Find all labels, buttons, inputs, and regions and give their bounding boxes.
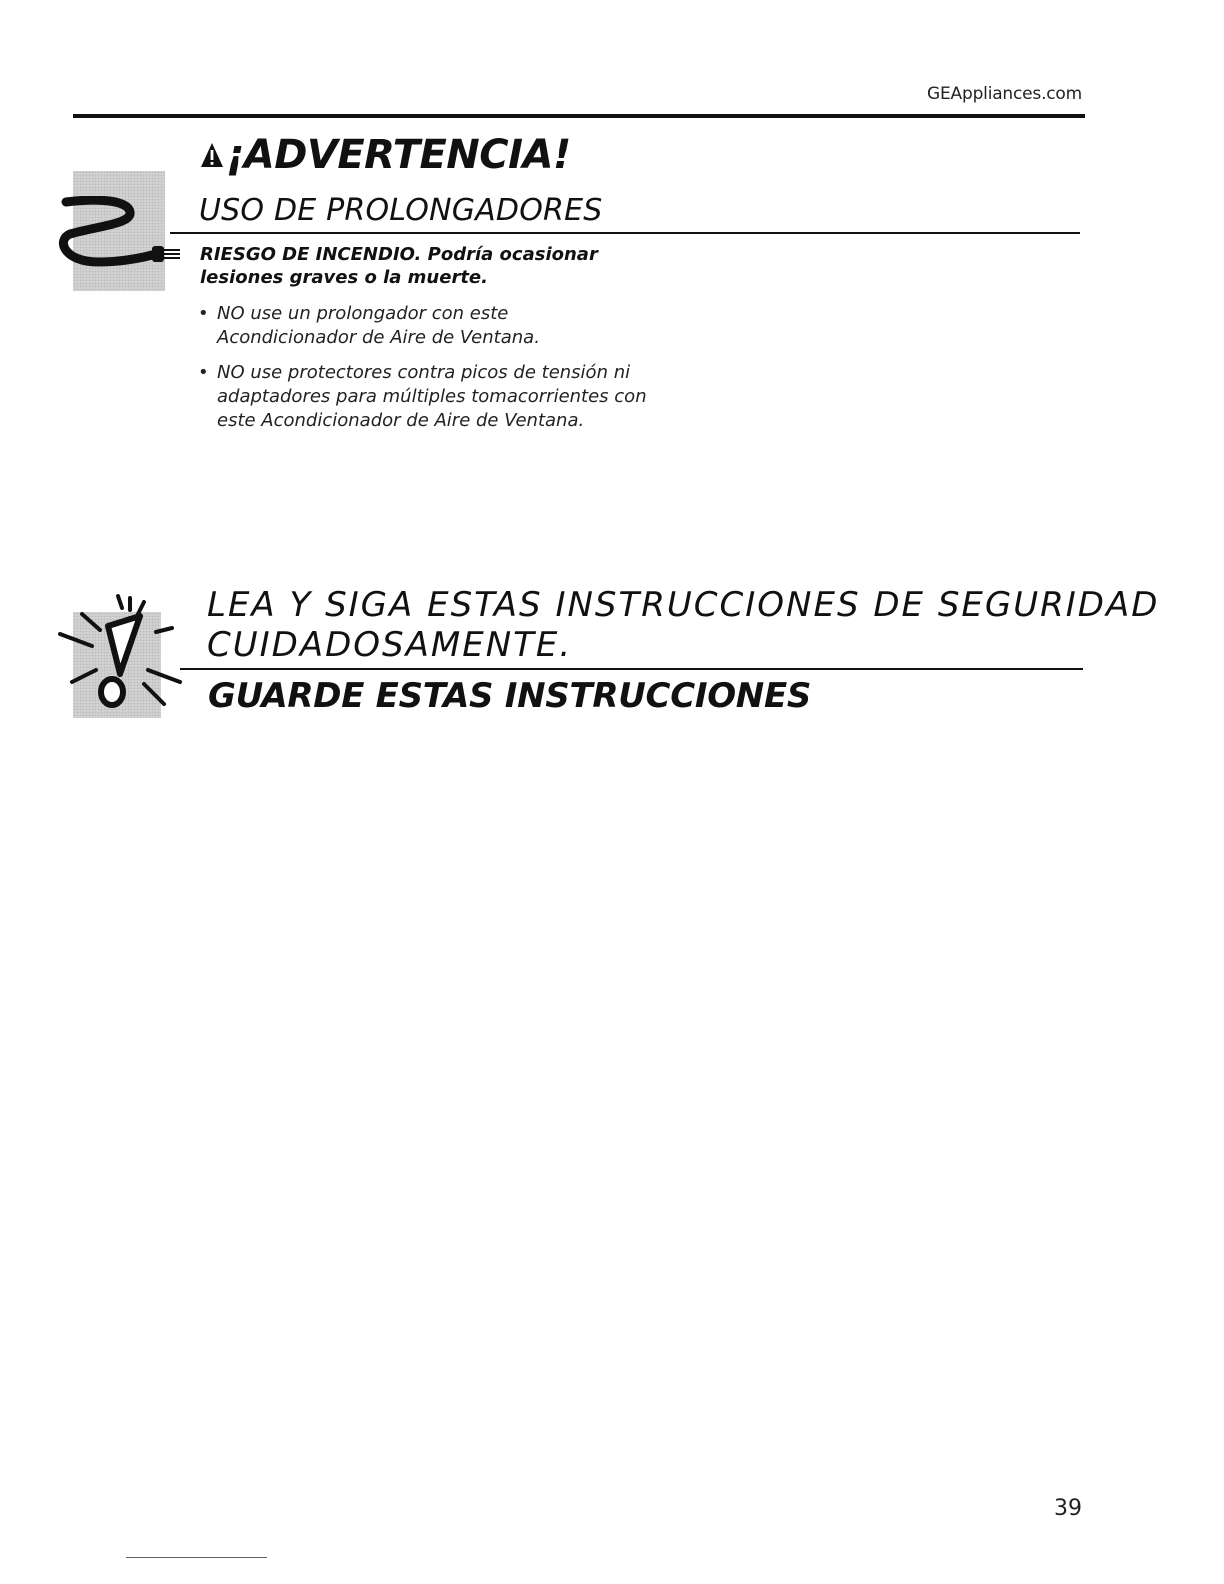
- risk-statement: [200, 243, 620, 289]
- read-instructions-heading: [207, 585, 1159, 665]
- top-rule: [73, 114, 1085, 118]
- warning-title-text: ¡ADVERTENCIA!: [226, 132, 571, 178]
- risk-line-2: lesiones graves o la muerte.: [200, 267, 488, 288]
- section-rule: [170, 232, 1080, 234]
- page-number: 39: [1054, 1496, 1082, 1521]
- read-heading-line-2: CUIDADOSAMENTE.: [207, 625, 573, 665]
- exclamation-alert-icon: [52, 588, 188, 718]
- instruction-list: [198, 302, 648, 444]
- list-item: • NO use un prolongador con este Acondicionador de Aire de Ventana.: [198, 302, 648, 350]
- read-rule: [180, 668, 1083, 670]
- risk-line-1: RIESGO DE INCENDIO. Podría ocasionar: [200, 244, 598, 265]
- list-item: • NO use protectores contra picos de tensión ni adaptadores para múltiples tomacorrientes con este Acondicionador de Aire de Ventana.: [198, 361, 648, 433]
- save-instructions-heading: GUARDE ESTAS INSTRUCCIONES: [208, 676, 812, 716]
- section-heading: USO DE PROLONGADORES: [199, 193, 603, 228]
- site-url: GEAppliances.com: [927, 84, 1082, 104]
- read-heading-line-1: LEA Y SIGA ESTAS INSTRUCCIONES DE SEGURIDAD: [207, 585, 1160, 625]
- warning-title: [200, 132, 571, 178]
- footer-link-rule: [126, 1557, 267, 1558]
- warning-triangle-icon: [200, 142, 224, 168]
- extension-cord-icon: [58, 196, 186, 274]
